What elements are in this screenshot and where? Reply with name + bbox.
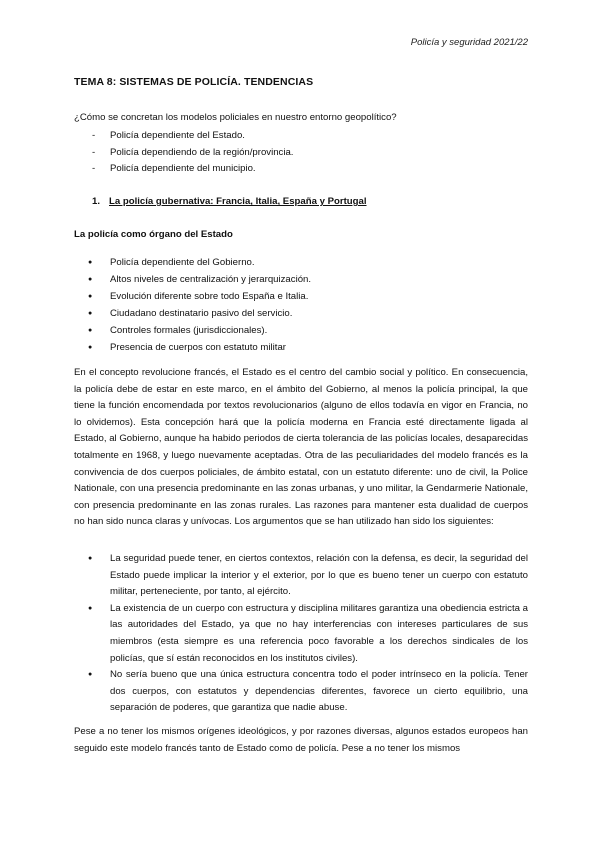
section-number: 1. [92,196,101,207]
page-header: Policía y seguridad 2021/22 [410,37,528,48]
body-paragraph: En el concepto revolucione francés, el Estado es el centro del cambio social y político. En consecuencia, la policía debe de estar en este marco, en el ámbito del Gobierno, al menos la policía principal, la que tiene la función encomendada por textos revolucionarios (alguno de ellos todavía en vigor en Francia, no lo olvidemos). Esta concepción hará que la policía moderna en Francia esté directamente ligada al Estado, al Gobierno, aunque ha habido periodos de cierta tolerancia de las policías locales, desaparecidas totalmente en 1968, y luego nuevamente aceptadas. Otra de las peculiaridades del modelo francés es la convivencia de dos cuerpos policiales, de ámbito estatal, con un estatuto diferente: uno de civil, la Police Nationale, con una presencia predominante en las zonas urbanas, y uno militar, la Gendarmerie Nationale, con presencia predominante en las zonas rurales. Las razones para mantener esta dualidad de cuerpos no han sido nunca claras y unívocas. Los argumentos que se han utilizado han sido los siguientes: [74,367,528,528]
list-item: ● No sería bueno que una única estructura concentra todo el poder intrínseco en la policía. Tener dos cuerpos, con estatutos y dependencias diferentes, favorece un cierto equilibrio, una separación de poderes, que garantiza que nadie abuse. [88,667,528,717]
list-item: ● Policía dependiente del Gobierno. [88,254,311,271]
document-title: TEMA 8: SISTEMAS DE POLICÍA. TENDENCIAS [74,76,314,88]
section-title: La policía gubernativa: Francia, Italia, España y Portugal [109,196,367,207]
list-item: ● La seguridad puede tener, en ciertos contextos, relación con la defensa, es decir, la seguridad del Estado puede implicar la interior y el exterior, por lo que es bueno tener un cuerpo con estatuto militar, perteneciente, por tanto, al ejército. [88,551,528,601]
subheading: La policía como órgano del Estado [74,229,233,240]
section-heading [92,196,367,207]
features-list [88,254,311,356]
list-item: ● Presencia de cuerpos con estatuto militar [88,339,311,356]
list-item: ● Ciudadano destinatario pasivo del servicio. [88,305,311,322]
intro-list [92,128,293,178]
list-item: - Policía dependiente del Estado. [92,128,293,145]
arguments-list [88,551,528,717]
list-item: ● La existencia de un cuerpo con estructura y disciplina militares garantiza una obediencia estricta a las autoridades del Estado, ya que no hay interferencias con intereses particulares de sus miembros (esta siempre es una referencia poco favorable a los derechos sindicales de los policías, que sí están reconocidos en los institutos civiles). [88,601,528,667]
list-item: - Policía dependiendo de la región/provincia. [92,145,293,162]
list-item: - Policía dependiente del municipio. [92,161,293,178]
list-item: ● Altos niveles de centralización y jerarquización. [88,271,311,288]
list-item: ● Evolución diferente sobre todo España e Italia. [88,288,311,305]
intro-question: ¿Cómo se concretan los modelos policiales en nuestro entorno geopolítico? [74,112,397,123]
body-paragraph: Pese a no tener los mismos orígenes ideológicos, y por razones diversas, algunos estados europeos han seguido este modelo francés tanto de Estado como de policía. Pese a no tener los mismos [74,726,528,754]
list-item: ● Controles formales (jurisdiccionales). [88,322,311,339]
